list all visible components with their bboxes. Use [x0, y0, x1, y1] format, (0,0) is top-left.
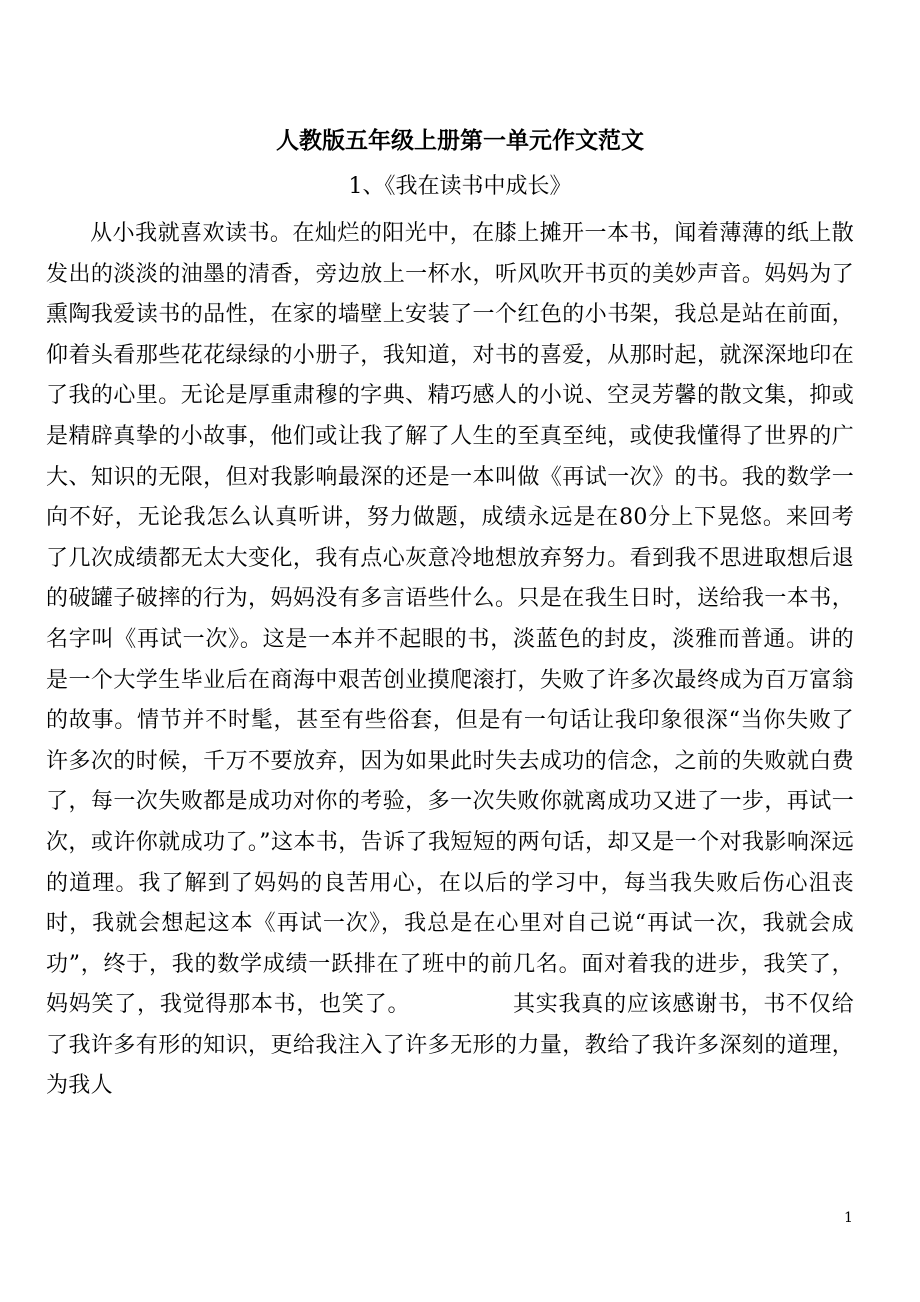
document-title: 人教版五年级上册第一单元作文范文 — [276, 127, 644, 154]
essay-paragraph: 从小我就喜欢读书。在灿烂的阳光中，在膝上摊开一本书，闻着薄薄的纸上散发出的淡淡的油墨的清香，旁边放上一杯水，听风吹开书页的美妙声音。妈妈为了熏陶我爱读书的品性，在家的墙壁上安装了一个红色的小书架，我总是站在前面，仰着头看那些花花绿绿的小册子，我知道，对书的喜爱，从那时起，就深深地印在了我的心里。无论是厚重肃穆的字典、精巧感人的小说、空灵芳馨的散文集，抑或是精辟真挚的小故事，他们或让我了解了人生的至真至纯，或使我懂得了世界的广大、知识的无限，但对我影响最深的还是一本叫做《再试一次》的书。我的数学一向不好，无论我怎么认真听讲，努力做题，成绩永远是在80分上下晃悠。来回考了几次成绩都无太大变化，我有点心灰意冷地想放弃努力。看到我不思进取想后退的破罐子破摔的行为，妈妈没有多言语些什么。只是在我生日时，送给我一本书，名字叫《再试一次》。这是一本并不起眼的书，淡蓝色的封皮，淡雅而普通。讲的是一个大学生毕业后在商海中艰苦创业摸爬滚打，失败了许多次最终成为百万富翁的故事。情节并不时髦，甚至有些俗套，但是有一句话让我印象很深“当你失败了许多次的时候，千万不要放弃，因为如果此时失去成功的信念，之前的失败就白费了，每一次失败都是成功对你的考验，多一次失败你就离成功又进了一步，再试一次，或许你就成功了。”这本书，告诉了我短短的两句话，却又是一个对我影响深远的道理。我了解到了妈妈的良苦用心，在以后的学习中，每当我失败后伤心沮丧时，我就会想起这本《再试一次》，我总是在心里对自己说“再试一次，我就会成功”，终于，我的数学成绩一跃排在了班中的前几名。面对着我的进步，我笑了，妈妈笑了，我觉得那本书，也笑了。 其实我真的应该感谢书，书不仅给了我许多有形的知识，更给我注入了许多无形的力量，教给了我许多深刻的道理，为我人 — [46, 221, 854, 1099]
page-number: 1 — [844, 1210, 853, 1226]
essay-body — [46, 214, 854, 1107]
essay-title: 1、《我在读书中成长》 — [348, 174, 572, 199]
